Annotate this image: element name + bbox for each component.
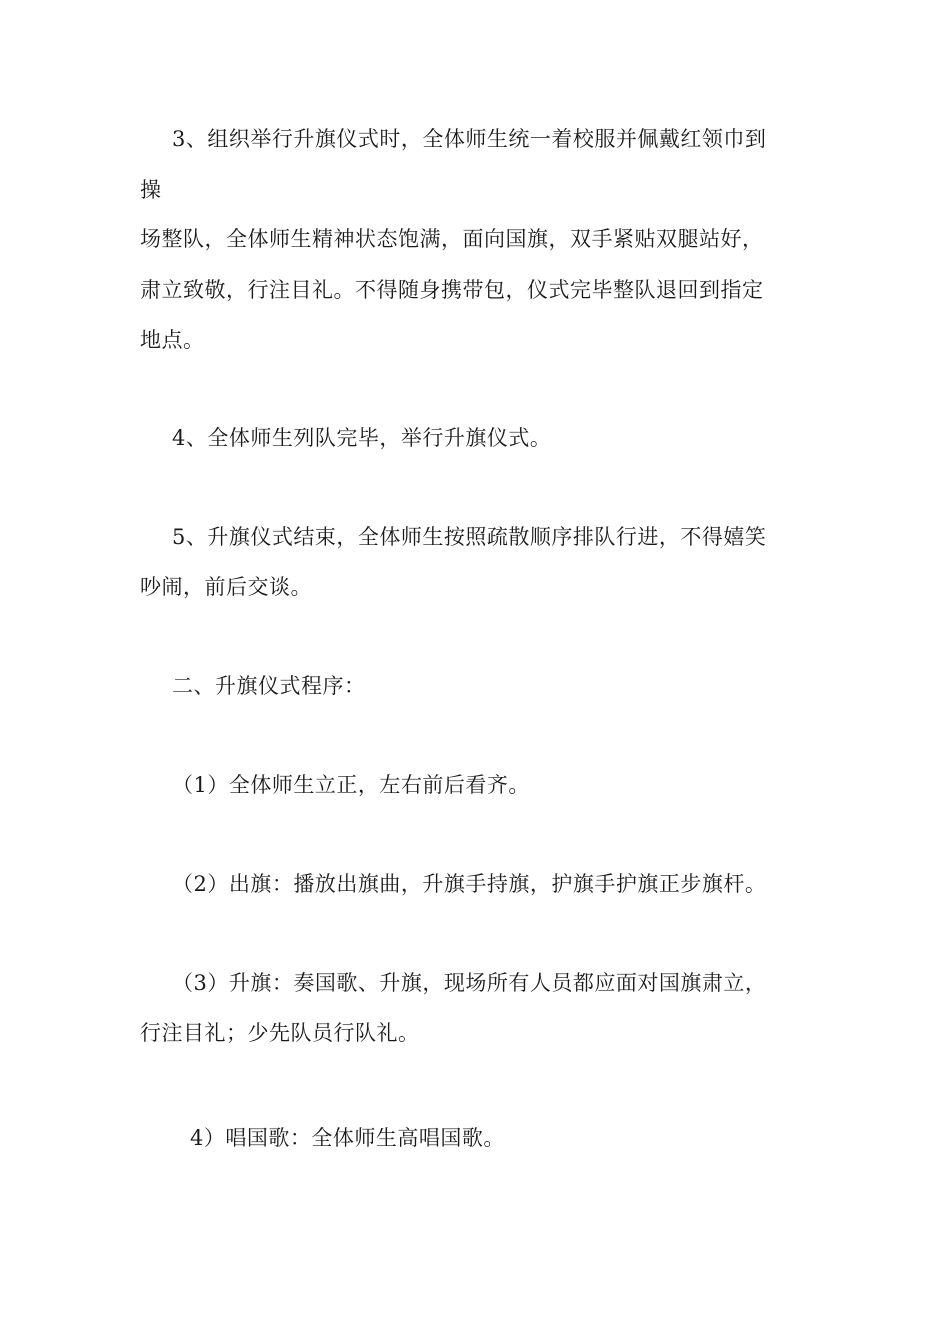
step-3-line-2: 行注目礼；少先队员行队礼。 xyxy=(140,1021,420,1045)
paragraph-5-line-1: 5、升旗仪式结束，全体师生按照疏散顺序排队行进，不得嬉笑 xyxy=(172,525,767,549)
step-3-line-1: （3）升旗：奏国歌、升旗，现场所有人员都应面对国旗肃立， xyxy=(172,971,767,995)
paragraph-3-line-1: 3、组织举行升旗仪式时，全体师生统一着校服并佩戴红领巾到 xyxy=(172,127,767,151)
section-heading: 二、升旗仪式程序： xyxy=(172,674,366,698)
paragraph-3-line-5: 地点。 xyxy=(140,328,205,352)
paragraph-5-line-2: 吵闹，前后交谈。 xyxy=(140,575,312,599)
paragraph-3-line-4: 肃立致敬，行注目礼。不得随身携带包，仪式完毕整队退回到指定 xyxy=(140,278,764,302)
step-1-line-1: （1）全体师生立正，左右前后看齐。 xyxy=(172,773,530,797)
step-2-line-1: （2）出旗：播放出旗曲，升旗手持旗，护旗手护旗正步旗杆。 xyxy=(172,872,767,896)
step-4-line-1: 4）唱国歌：全体师生高唱国歌。 xyxy=(190,1126,505,1150)
paragraph-3-line-3: 场整队，全体师生精神状态饱满，面向国旗，双手紧贴双腿站好， xyxy=(140,227,764,251)
paragraph-3-line-2: 操 xyxy=(140,178,162,202)
paragraph-4-line-1: 4、全体师生列队完毕，举行升旗仪式。 xyxy=(172,426,552,450)
